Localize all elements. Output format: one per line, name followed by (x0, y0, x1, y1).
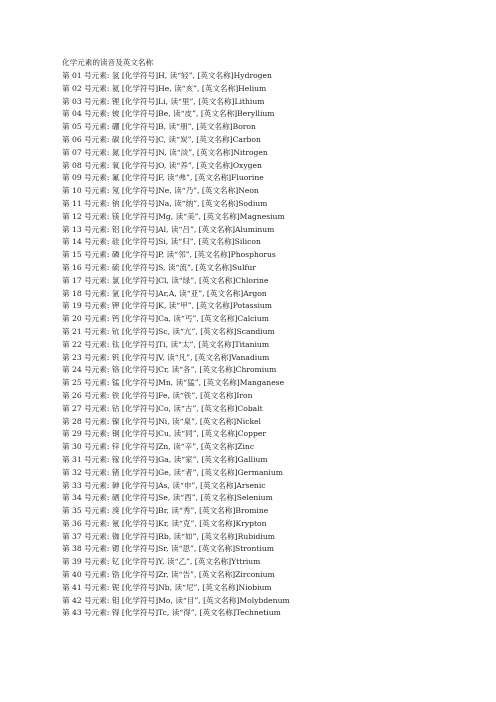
element-row: 第 09 号元素: 氟 [化学符号]F, 读“弗”, [英文名称]Fluorine (62, 173, 264, 183)
element-row: 第 26 号元素: 铁 [化学符号]Fe, 读“铁”, [英文名称]Iron (62, 390, 253, 400)
element-row: 第 43 号元素: 锝 [化学符号]Tc, 读“得”, [英文名称]Technetium (62, 608, 281, 618)
element-row: 第 04 号元素: 铍 [化学符号]Be, 读“皮”, [英文名称]Beryllium (62, 109, 275, 119)
document-title: 化学元素的读音及英文名称 (62, 58, 154, 67)
element-row: 第 28 号元素: 镍 [化学符号]Ni, 读“臬”, [英文名称]Nickel (62, 416, 261, 426)
element-row: 第 33 号元素: 砷 [化学符号]As, 读“申”, [英文名称]Arsenic (62, 480, 266, 490)
element-row: 第 12 号元素: 镁 [化学符号]Mg, 读“美”, [英文名称]Magnesium (62, 211, 285, 221)
element-row: 第 34 号元素: 硒 [化学符号]Se, 读“西”, [英文名称]Selenium (62, 493, 273, 503)
element-row: 第 02 号元素: 氦 [化学符号]He, 读“亥”, [英文名称]Helium (62, 83, 267, 93)
element-row: 第 36 号元素: 氪 [化学符号]Kr, 读“克”, [英文名称]Krypton (62, 518, 267, 528)
element-row: 第 08 号元素: 氧 [化学符号]O, 读“养”, [英文名称]Oxygen (62, 160, 262, 170)
element-row: 第 29 号元素: 铜 [化学符号]Cu, 读“同”, [英文名称]Copper (62, 429, 266, 439)
element-row: 第 30 号元素: 锌 [化学符号]Zn, 读“辛”, [英文名称]Zinc (62, 442, 255, 452)
element-row: 第 16 号元素: 硫 [化学符号]S, 读“流”, [英文名称]Sulfur (62, 262, 256, 272)
element-row: 第 13 号元素: 铝 [化学符号]Al, 读“吕”, [英文名称]Aluminum (62, 224, 275, 234)
element-row: 第 23 号元素: 钒 [化学符号]V, 读“凡”, [英文名称]Vanadium (62, 352, 270, 362)
element-row: 第 18 号元素: 氩 [化学符号]Ar,A, 读“亚”, [英文名称]Argon (62, 288, 267, 298)
element-row: 第 25 号元素: 锰 [化学符号]Mn, 读“猛”, [英文名称]Manganese (62, 378, 285, 388)
element-row: 第 22 号元素: 钛 [化学符号]Ti, 读“太”, [英文名称]Titanium (62, 339, 270, 349)
element-row: 第 35 号元素: 溴 [化学符号]Br, 读“秀”, [英文名称]Bromine (62, 506, 269, 516)
element-list (62, 70, 482, 620)
element-row: 第 40 号元素: 锆 [化学符号]Zr, 读“告”, [英文名称]Zirconium (62, 570, 275, 580)
element-row: 第 11 号元素: 钠 [化学符号]Na, 读“纳”, [英文名称]Sodium (62, 198, 268, 208)
element-row: 第 32 号元素: 锗 [化学符号]Ge, 读“者”, [英文名称]Germanium (62, 467, 283, 477)
element-row: 第 41 号元素: 铌 [化学符号]Nb, 读“尼”, [英文名称]Niobium (62, 582, 272, 592)
element-row: 第 15 号元素: 磷 [化学符号]P, 读“邻”, [英文名称]Phosphorus (62, 250, 276, 260)
element-row: 第 39 号元素: 钇 [化学符号]Y, 读“乙”, [英文名称]Yttrium (62, 557, 261, 567)
element-row: 第 14 号元素: 硅 [化学符号]Si, 读“归”, [英文名称]Silicon (62, 237, 261, 247)
element-row: 第 38 号元素: 锶 [化学符号]Sr, 读“思”, [英文名称]Strontium (62, 544, 274, 554)
element-row: 第 07 号元素: 氮 [化学符号]N, 读“淡”, [英文名称]Nitrogen (62, 147, 268, 157)
element-row: 第 01 号元素: 氢 [化学符号]H, 读“轻”, [英文名称]Hydrogen (62, 71, 272, 80)
element-row: 第 37 号元素: 铷 [化学符号]Rb, 读“如”, [英文名称]Rubidium (62, 531, 275, 541)
element-row: 第 10 号元素: 氖 [化学符号]Ne, 读“乃”, [英文名称]Neon (62, 186, 259, 196)
element-row: 第 21 号元素: 钪 [化学符号]Sc, 读“亢”, [英文名称]Scandium (62, 326, 275, 336)
element-row: 第 24 号元素: 铬 [化学符号]Cr, 读“各”, [英文名称]Chromium (62, 365, 277, 375)
element-row: 第 31 号元素: 镓 [化学符号]Ga, 读“家”, [英文名称]Gallium (62, 454, 268, 464)
element-row: 第 05 号元素: 硼 [化学符号]B, 读“朋”, [英文名称]Boron (62, 122, 256, 132)
element-row: 第 17 号元素: 氯 [化学符号]Cl, 读“绿”, [英文名称]Chlorine (62, 275, 269, 285)
element-row: 第 19 号元素: 钾 [化学符号]K, 读“甲”, [英文名称]Potassium (62, 301, 272, 311)
element-row: 第 42 号元素: 钼 [化学符号]Mo, 读“目”, [英文名称]Molybdenum (62, 595, 290, 605)
element-row: 第 27 号元素: 钴 [化学符号]Co, 读“古”, [英文名称]Cobalt (62, 403, 263, 413)
document-page (62, 58, 482, 620)
element-row: 第 06 号元素: 碳 [化学符号]C, 读“炭”, [英文名称]Carbon (62, 134, 261, 144)
element-row: 第 20 号元素: 钙 [化学符号]Ca, 读“丐”, [英文名称]Calcium (62, 314, 269, 324)
element-row: 第 03 号元素: 锂 [化学符号]Li, 读“里”, [英文名称]Lithium (62, 96, 265, 106)
